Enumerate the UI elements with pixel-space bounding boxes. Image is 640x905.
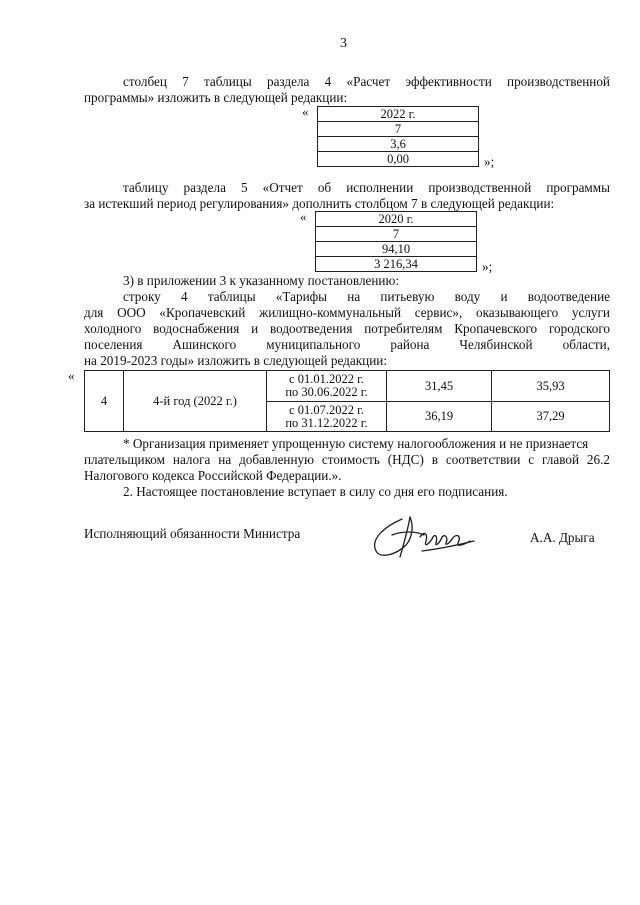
footnote-line2: плательщиком налога на добавленную стоимость (НДС) в соответствии с главой 26.2	[84, 452, 610, 467]
table1-cell: 2022 г.	[318, 107, 479, 122]
page-number: 3	[340, 36, 347, 51]
signature-image	[362, 505, 492, 567]
footnote-line1: * Организация применяет упрощенную систему налогообложения и не признается	[123, 436, 589, 451]
table2	[315, 211, 477, 272]
table2-cell: 2020 г.	[316, 212, 477, 227]
table3-value: 36,19	[387, 402, 492, 432]
table1	[317, 106, 479, 167]
table3-period-start: с 01.01.2022 г.	[289, 372, 364, 386]
table3-value: 37,29	[492, 402, 610, 432]
table2-close: »;	[482, 259, 493, 274]
table1-cell: 7	[318, 122, 479, 137]
table2-cell: 7	[316, 227, 477, 242]
table3-year: 4-й год (2022 г.)	[124, 371, 267, 432]
para3-line5: поселения Ашинского муниципального района Челябинской области,	[84, 337, 610, 352]
table1-open-quote: «	[302, 104, 309, 119]
para2-line2: за истекший период регулирования» дополнить столбцом 7 в следующей редакции:	[84, 196, 555, 211]
table3-row-number: 4	[85, 371, 124, 432]
table3	[84, 370, 610, 432]
table1-cell: 3,6	[318, 137, 479, 152]
table2-open-quote: «	[300, 209, 307, 224]
table2-cell: 3 216,34	[316, 257, 477, 272]
footnote-line3: Налогового кодекса Российской Федерации.».	[84, 468, 342, 483]
para2-line1: таблицу раздела 5 «Отчет об исполнении производственной программы	[123, 180, 610, 195]
para1-line1: столбец 7 таблицы раздела 4 «Расчет эффективности производственной	[123, 74, 610, 89]
table3-period-end: по 31.12.2022 г.	[285, 415, 368, 430]
signatory-name: А.А. Дрыга	[530, 530, 595, 545]
table3-period-end: по 30.06.2022 г.	[285, 385, 368, 399]
table1-close: »;	[484, 154, 495, 169]
para3-line6: на 2019-2023 годы» изложить в следующей редакции:	[84, 353, 387, 368]
para3-line2: строку 4 таблицы «Тарифы на питьевую воду и водоотведение	[123, 289, 610, 304]
table2-cell: 94,10	[316, 242, 477, 257]
table3-open-quote: «	[68, 368, 75, 383]
table3-period-start: с 01.07.2022 г.	[289, 402, 364, 417]
para3-line1: 3) в приложении 3 к указанному постановлению:	[123, 273, 400, 288]
table3-value: 35,93	[492, 371, 610, 402]
para4: 2. Настоящее постановление вступает в силу со дня его подписания.	[123, 484, 508, 499]
para1-line2: программы» изложить в следующей редакции:	[84, 90, 348, 105]
table3-period	[267, 402, 387, 432]
table1-cell: 0,00	[318, 152, 479, 167]
table3-period	[267, 371, 387, 402]
signatory-title: Исполняющий обязанности Министра	[84, 526, 301, 541]
para3-line3: для ООО «Кропачевский жилищно-коммунальный сервис», оказывающего услуги	[84, 305, 610, 320]
table3-value: 31,45	[387, 371, 492, 402]
para3-line4: холодного водоснабжения и водоотведения потребителям Кропачевского городского	[84, 321, 610, 336]
